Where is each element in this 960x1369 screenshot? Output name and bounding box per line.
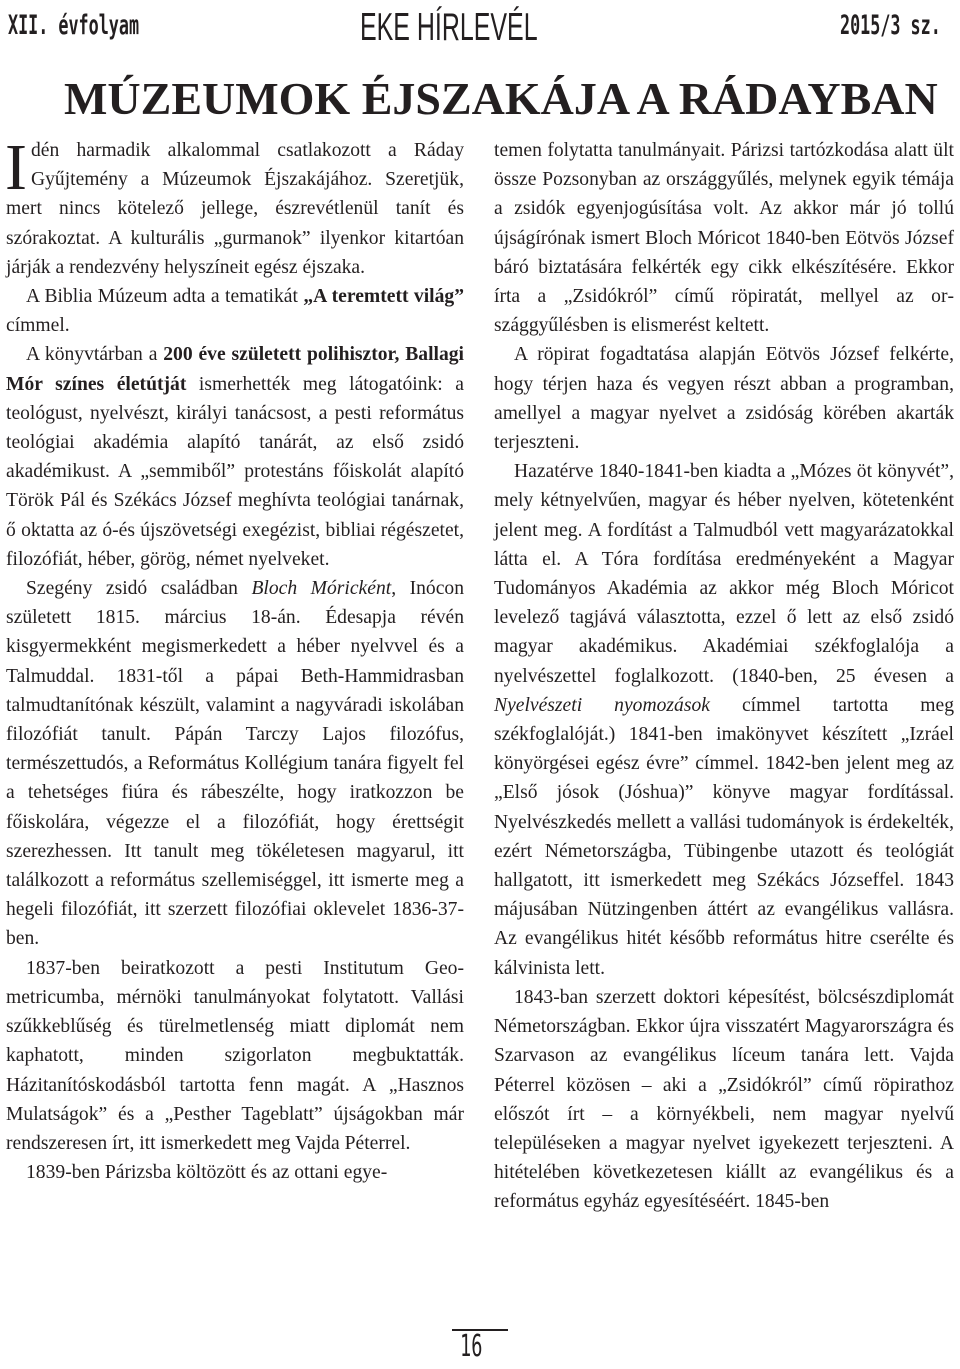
volume-label: XII. évfolyam (8, 10, 140, 41)
book-title: Nyelvészeti nyomozások (494, 694, 710, 716)
paragraph-reception: A röpirat fogadtatása alapján Eötvös József felkérte, hogy térjen haza és vegyen részt abban a programban, amellyel a magyar nyelvet a zsidóság körében akarták terjeszteni. (494, 344, 954, 454)
right-column (494, 136, 954, 1217)
paragraph-childhood: Szegény zsidó családban Bloch Móricként, Inócon született 1815. március 18-án. Édesapja révén kisgyermekként megismerkedett a héber nyelvvel és a Talmuddal. 1831-től a pápai Beth-Hammidrasban talmudtanítónak készült, valamint a nagyváradi iskolában filozófiát tanult. Pápán Tarczy Lajos filozófus, természettudós, a Református Kollégium tanára figyelt fel a tehetséges fiúra és rábeszélte, hogy iratkozzon be főiskolára, végezze el a filozófiát, hogy érettségit szerezhessen. Itt tanult meg tökéletesen magyarul, itt találkozott a református szellemiséggel, itt ismerte meg a hegeli filozófiát, itt szerzett filozófiai oklevelet 1836-37-ben. (6, 578, 464, 950)
birth-name: Bloch Móricként (251, 578, 392, 600)
left-column (5, 131, 465, 1187)
paragraph-return: Hazatérve 1840-1841-ben kiadta a „Mózes öt könyvét”, mely kétnyelvűen, magyar és héber nyelven, kötetenként jelent meg. A fordítást a Talmudból vett magyarázatokkal látta el. A Tóra fordítása eredményeként a Magyar Tudományos Akadémia az akkor még Bloch Móricot levelező tagjává választotta, ezzel ő lett az első zsidó magyar akadémikus. Akadémiai székfoglalója a nyelvészettel foglalkozott. (1840-ben, 25 évesen a Nyelvészeti nyomozások címmel tartotta meg székfoglalóját.) 1841-ben imakönyvet készített „Izráel könyörgései egész évre” címmel. 1842-ben jelent meg az „Első jósok (Jóshua)” könyve magyar fordítással. Nyelvészkedés mellett a vallási tudományok is érdekelték, ezért Németországba, Tübingenbe utazott és teológiát hallgatott, itt ismerkedett meg Székács Józseffel. 1843 májusában Nützingenben áttért az evangélikus vallásra. Az evangélikus hitét később református hitre cserélte és kálvinista lett. (494, 461, 954, 979)
paragraph-studies: 1837-ben beiratkozott a pesti Institutum Geometricumba, mérnöki tanulmányokat folytatott. Vallási szűkkeblűség és türelmetlenség miatt diplomát nem kaphatott, minden szigorlaton megbuktatták. Házitanítóskodásból tartotta fenn magát. A „Hasznos Mulatságok” és a „Pesther Tageblatt” újságokban már rendszeresen írt, itt ismerkedett meg Vajda Péterrel. (6, 957, 464, 1154)
paragraph-theme: A Biblia Múzeum adta a tematikát „A teremtett világ” címmel. (6, 286, 464, 337)
paragraph-doctorate: 1843-ban szerzett doktori képesítést, bölcsészdiplomát Németországban. Ekkor újra visszatért Magyarországra és Szarvason az evangélikus líceum tanára lett. Vajda Péterrel közösen – aki a „Zsidókról” című röpirathoz előszót írt – a környékbeli, nem magyar nyelvű településeken a magyar nyelvet igyekezett terjeszteni. A hitételében következetesen kiállt az evangélikus és a református egyház egyesítéséért. 1845-ben (494, 986, 954, 1213)
paragraph-paris: 1839-ben Párizsba költözött és az ottani egye- (26, 1162, 388, 1184)
paragraph-library: A könyvtárban a 200 éve született polihisztor, Ballagi Mór színes életútját ismerhették meg látogatóink: a teológust, nyelvészt, királyi tanácsost, a pesti református teológiai akadémia alapító tanárát, az első zsidó akadémikust. A „semmiből” protestáns főiskolát alapító Török Pál és Székács József meghívta teológiai tanárnak, ő oktatta az ó-és újszövetségi exegézist, bibliai régészetet, filozófiát, héber, görög, német nyelveket. (6, 344, 465, 570)
page-header (8, 4, 950, 50)
issue-label: 2015/3 sz. (840, 10, 941, 41)
newsletter-title: EKE HÍRLEVÉL (360, 6, 538, 49)
drop-cap: I (5, 131, 27, 204)
paragraph-paris-cont: temen folytatta tanulmányait. Párizsi tartózkodása alatt ült össze Pozsonyban az országgyűlés, melynek egyik témája a zsidók egyenjogúsítása volt. Az akkor már jó tollú újságírónak ismert Bloch Móricot 1840-ben Eötvös József báró biztatására felkérték egy cikk elkészítésére. Ekkor írta a „Zsidókról” című röpiratát, mellyel az országgyűlésben is elismerést keltett. (494, 140, 954, 337)
paragraph-intro: Idén harmadik alkalommal csatlakozott a Ráday Gyűjtemény a Múzeumok Éjszakájához. Szeretjük, mert nincs kötelező jellege, észrevétlenül tanít és szórakoztat. A kulturális „gurmanok” ilyenkor kitartóan járják a rendezvény helyszíneit egész éjszaka. (5, 131, 464, 278)
page-number: 16 (460, 1329, 483, 1364)
article-title: MÚZEUMOK ÉJSZAKÁJA A RÁDAYBAN (64, 73, 938, 124)
theme-title: „A teremtett világ” (303, 286, 464, 308)
highlight-ballagi: 200 éve született polihisztor, Ballagi Mór színes életútját (6, 344, 464, 395)
